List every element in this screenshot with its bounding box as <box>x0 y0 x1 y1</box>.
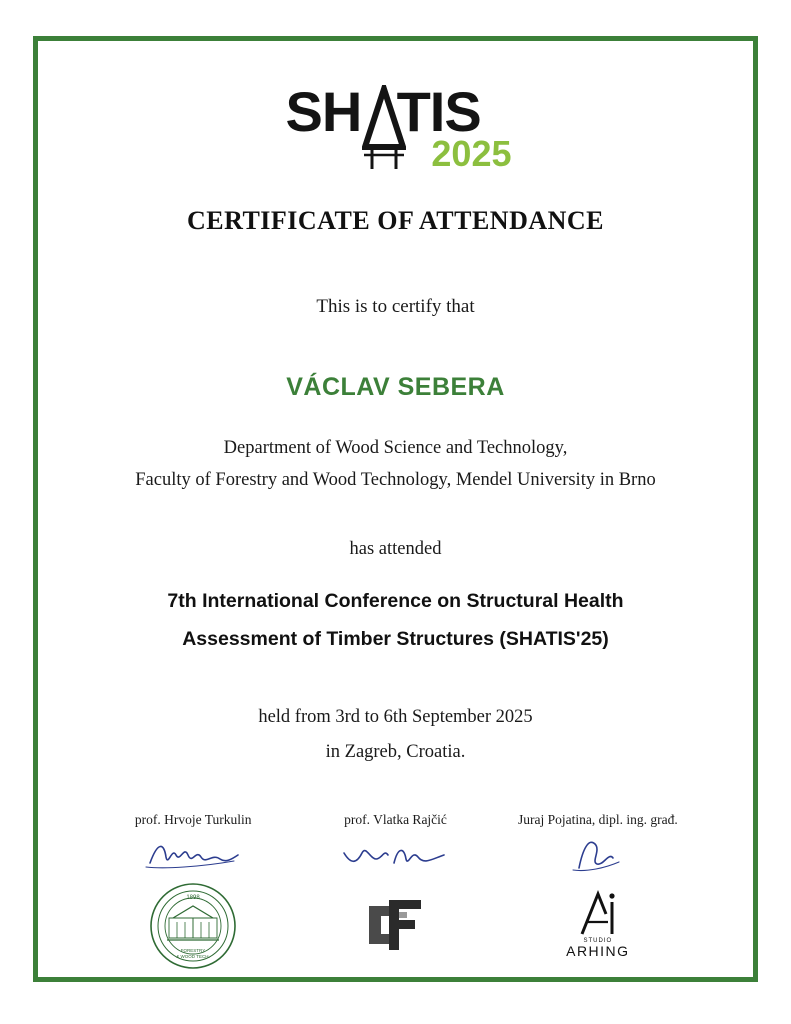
organisation-logo-row <box>86 882 705 970</box>
recipient-affiliation <box>135 432 655 497</box>
affiliation-line-1: Department of Wood Science and Technology, <box>223 437 568 458</box>
signatory-1-name: prof. Hrvoje Turkulin <box>134 812 252 827</box>
org-logo-university <box>92 882 294 970</box>
shatis-letter-a-icon <box>362 85 406 171</box>
event-details <box>258 700 532 770</box>
svg-text:FORESTRY: FORESTRY <box>180 948 206 953</box>
signatory-2-name: prof. Vlatka Rajčić <box>344 812 447 827</box>
conference-line-2: Assessment of Timber Structures (SHATIS'25) <box>182 627 609 650</box>
signatory-1 <box>92 812 294 876</box>
recipient-name: VÁCLAV SEBERA <box>286 372 505 401</box>
certificate-title: CERTIFICATE OF ATTENDANCE <box>186 205 605 235</box>
shatis-logo <box>285 80 512 174</box>
certify-line: This is to certify that <box>316 295 475 317</box>
conference-line-1: 7th International Conference on Structural Health <box>167 589 624 612</box>
certificate-content <box>28 30 763 994</box>
signature-row <box>86 812 705 876</box>
arhing-monogram-icon <box>572 888 624 940</box>
svg-text:1898: 1898 <box>186 895 200 901</box>
signatory-2 <box>294 812 496 876</box>
signature-icon <box>553 832 643 876</box>
org-logo-arhing <box>497 882 699 959</box>
event-location: in Zagreb, Croatia. <box>325 741 466 762</box>
signature-icon <box>138 832 248 876</box>
arhing-block <box>566 888 629 959</box>
signatory-3 <box>497 812 699 876</box>
attended-label: has attended <box>349 538 442 559</box>
org-logo-cf <box>294 882 496 958</box>
signature-icon <box>336 832 456 876</box>
affiliation-line-2: Faculty of Forestry and Wood Technology, Mendel University in Brno <box>135 470 656 491</box>
arhing-name-label: ARHING <box>566 943 630 959</box>
signatory-3-name: Juraj Pojatina, dipl. ing. građ. <box>517 812 678 827</box>
svg-text:& WOOD TECH.: & WOOD TECH. <box>176 954 210 959</box>
shatis-wordmark-part1: SH <box>285 80 362 143</box>
shatis-logo-year: 2025 <box>431 133 512 174</box>
cf-logo-icon <box>363 892 429 958</box>
shatis-wordmark-part2: TIS <box>396 80 481 143</box>
event-dates: held from 3rd to 6th September 2025 <box>258 706 533 727</box>
university-seal-icon <box>149 882 237 970</box>
arhing-studio-label: STUDIO <box>583 938 613 944</box>
conference-name <box>167 582 623 658</box>
